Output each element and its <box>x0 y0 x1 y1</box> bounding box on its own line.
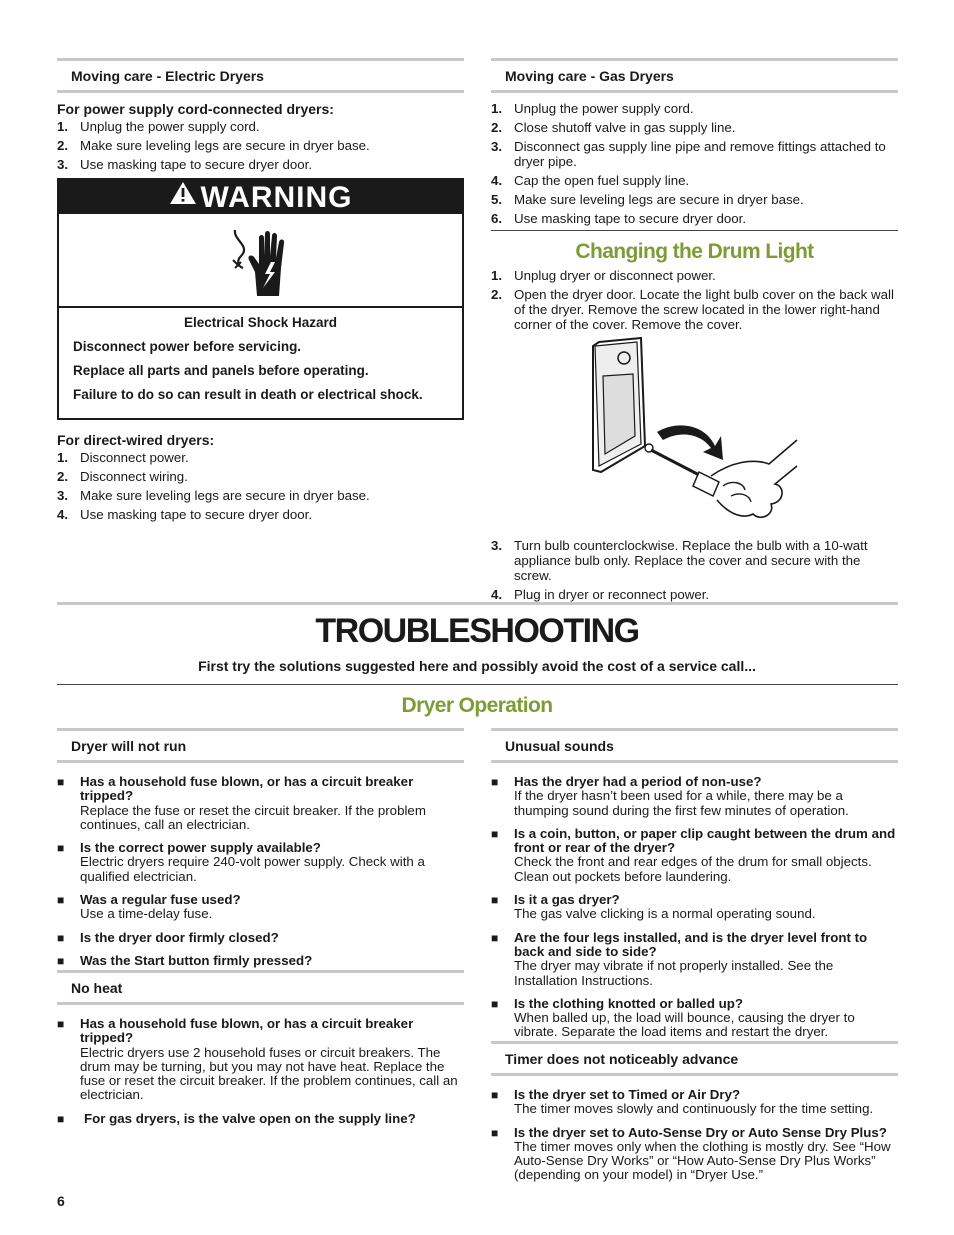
list-item: 3. Turn bulb counterclockwise. Replace the bulb with a 10-watt appliance bulb only. Replace the cover and secure with the screw. <box>491 538 868 583</box>
page-title: TROUBLESHOOTING <box>315 612 639 650</box>
section-heading: Dryer will not run <box>57 728 464 763</box>
list-item: 3. Make sure leveling legs are secure in dryer base. <box>57 488 370 503</box>
list-item: 2. Disconnect wiring. <box>57 469 188 484</box>
no-heat-section <box>57 970 464 1135</box>
will-not-run-section <box>57 728 464 977</box>
list-item: ■ Was a regular fuse used? Use a time-delay fuse. <box>57 892 241 922</box>
moving-gas-section <box>491 58 898 230</box>
list-item: 6. Use masking tape to secure dryer door. <box>491 211 747 226</box>
warning-triangle-icon <box>169 178 197 214</box>
warning-line: Disconnect power before servicing. <box>73 339 302 354</box>
list-item: ■ Was the Start button firmly pressed? <box>57 952 313 968</box>
section-heading: Moving care - Gas Dryers <box>491 58 898 93</box>
hazard-heading: Electrical Shock Hazard <box>183 315 338 330</box>
cord-connected-heading: For power supply cord-connected dryers: <box>57 101 334 117</box>
list-item: 4. Cap the open fuel supply line. <box>491 173 690 188</box>
list-item: ■ Is the dryer set to Auto-Sense Dry or Auto Sense Dry Plus? The timer moves only when the clothing is mostly dry. See “How Auto-Sense Dry Works” or “How Auto-Sense Dry Plus Works” (depending on your model) in “Dryer Use.” <box>491 1124 891 1183</box>
list-item: ■ For gas dryers, is the valve open on the supply line? <box>57 1110 416 1126</box>
list-item: ■ Has a household fuse blown, or has a circuit breaker tripped? Replace the fuse or reset the circuit breaker. If the problem continues, call an electrician. <box>57 774 426 832</box>
direct-wired-heading: For direct-wired dryers: <box>57 432 215 448</box>
section-heading: Unusual sounds <box>491 728 898 763</box>
moving-electric-section <box>57 58 464 526</box>
timer-section <box>491 1041 898 1192</box>
list-item: 2. Open the dryer door. Locate the light bulb cover on the back wall of the dryer. Remove the screw located in the lower right-hand corner of the cover. Remove the cover. <box>491 287 894 332</box>
cord-steps-list <box>57 119 464 172</box>
drum-light-section <box>491 230 898 606</box>
drum-light-cover-removal-illustration <box>491 336 898 532</box>
section-heading: Timer does not noticeably advance <box>491 1041 898 1076</box>
list-item: ■ Is it a gas dryer? The gas valve clicking is a normal operating sound. <box>491 892 816 922</box>
list-item: 1. Disconnect power. <box>57 450 189 465</box>
list-item: 1. Unplug the power supply cord. <box>491 101 694 116</box>
troubleshooting-subtitle: First try the solutions suggested here and possibly avoid the cost of a service call... <box>198 658 756 674</box>
page-number: 6 <box>57 1193 65 1209</box>
gas-steps-list <box>491 101 898 226</box>
list-item: ■ Has a household fuse blown, or has a circuit breaker tripped? Electric dryers use 2 household fuses or circuit breakers. The drum may be turning, but you may not have heat. Replace the fuse or reset the circuit breaker. If the problem continues, call an electrician. <box>57 1016 458 1103</box>
drum-light-steps-a <box>491 268 898 332</box>
list-item: 2. Close shutoff valve in gas supply line. <box>491 120 736 135</box>
unusual-sounds-section <box>491 728 898 1049</box>
divider <box>57 684 898 685</box>
list-item: ■ Is the clothing knotted or balled up? When balled up, the load will bounce, causing the dryer to vibrate. Separate the load items and restart the dryer. <box>491 995 855 1040</box>
direct-steps-list <box>57 450 464 522</box>
drum-light-steps-b <box>491 538 898 602</box>
divider <box>57 602 898 605</box>
list-item: ■ Is the correct power supply available? Electric dryers require 240-volt power supply. Check with a qualified electrician. <box>57 840 425 884</box>
list-item: ■ Has the dryer had a period of non-use? If the dryer hasn’t been used for a while, there may be a thumping sound during the first few minutes of operation. <box>491 774 849 818</box>
list-item: 4. Plug in dryer or reconnect power. <box>491 587 710 602</box>
electric-shock-hand-icon <box>229 226 295 301</box>
list-item: 1. Unplug the power supply cord. <box>57 119 260 134</box>
drum-light-heading: Changing the Drum Light <box>575 240 814 263</box>
list-item: 2. Make sure leveling legs are secure in dryer base. <box>57 138 370 153</box>
list-item: ■ Are the four legs installed, and is the dryer level front to back and side to side? The dryer may vibrate if not properly installed. See the Installation Instructions. <box>491 929 868 988</box>
warning-title: WARNING <box>59 180 462 214</box>
warning-line: Replace all parts and panels before operating. <box>73 363 369 378</box>
list-item: 3. Use masking tape to secure dryer door. <box>57 157 313 172</box>
list-item: 4. Use masking tape to secure dryer door. <box>57 507 313 522</box>
list-item: 5. Make sure leveling legs are secure in dryer base. <box>491 192 804 207</box>
warning-line: Failure to do so can result in death or electrical shock. <box>73 387 423 402</box>
list-item: ■ Is the dryer set to Timed or Air Dry? The timer moves slowly and continuously for the time setting. <box>491 1087 874 1117</box>
section-heading: No heat <box>57 970 464 1005</box>
section-heading: Moving care - Electric Dryers <box>57 58 464 93</box>
list-item: ■ Is the dryer door firmly closed? <box>57 929 279 945</box>
list-item: ■ Is a coin, button, or paper clip caught between the drum and front or rear of the dryer? Check the front and rear edges of the drum for small objects. Clean out pockets before laundering. <box>491 825 896 884</box>
warning-box <box>57 178 464 420</box>
list-item: 3. Disconnect gas supply line pipe and remove fittings attached to dryer pipe. <box>491 139 886 169</box>
dryer-operation-heading: Dryer Operation <box>401 694 553 717</box>
list-item: 1. Unplug dryer or disconnect power. <box>491 268 716 283</box>
